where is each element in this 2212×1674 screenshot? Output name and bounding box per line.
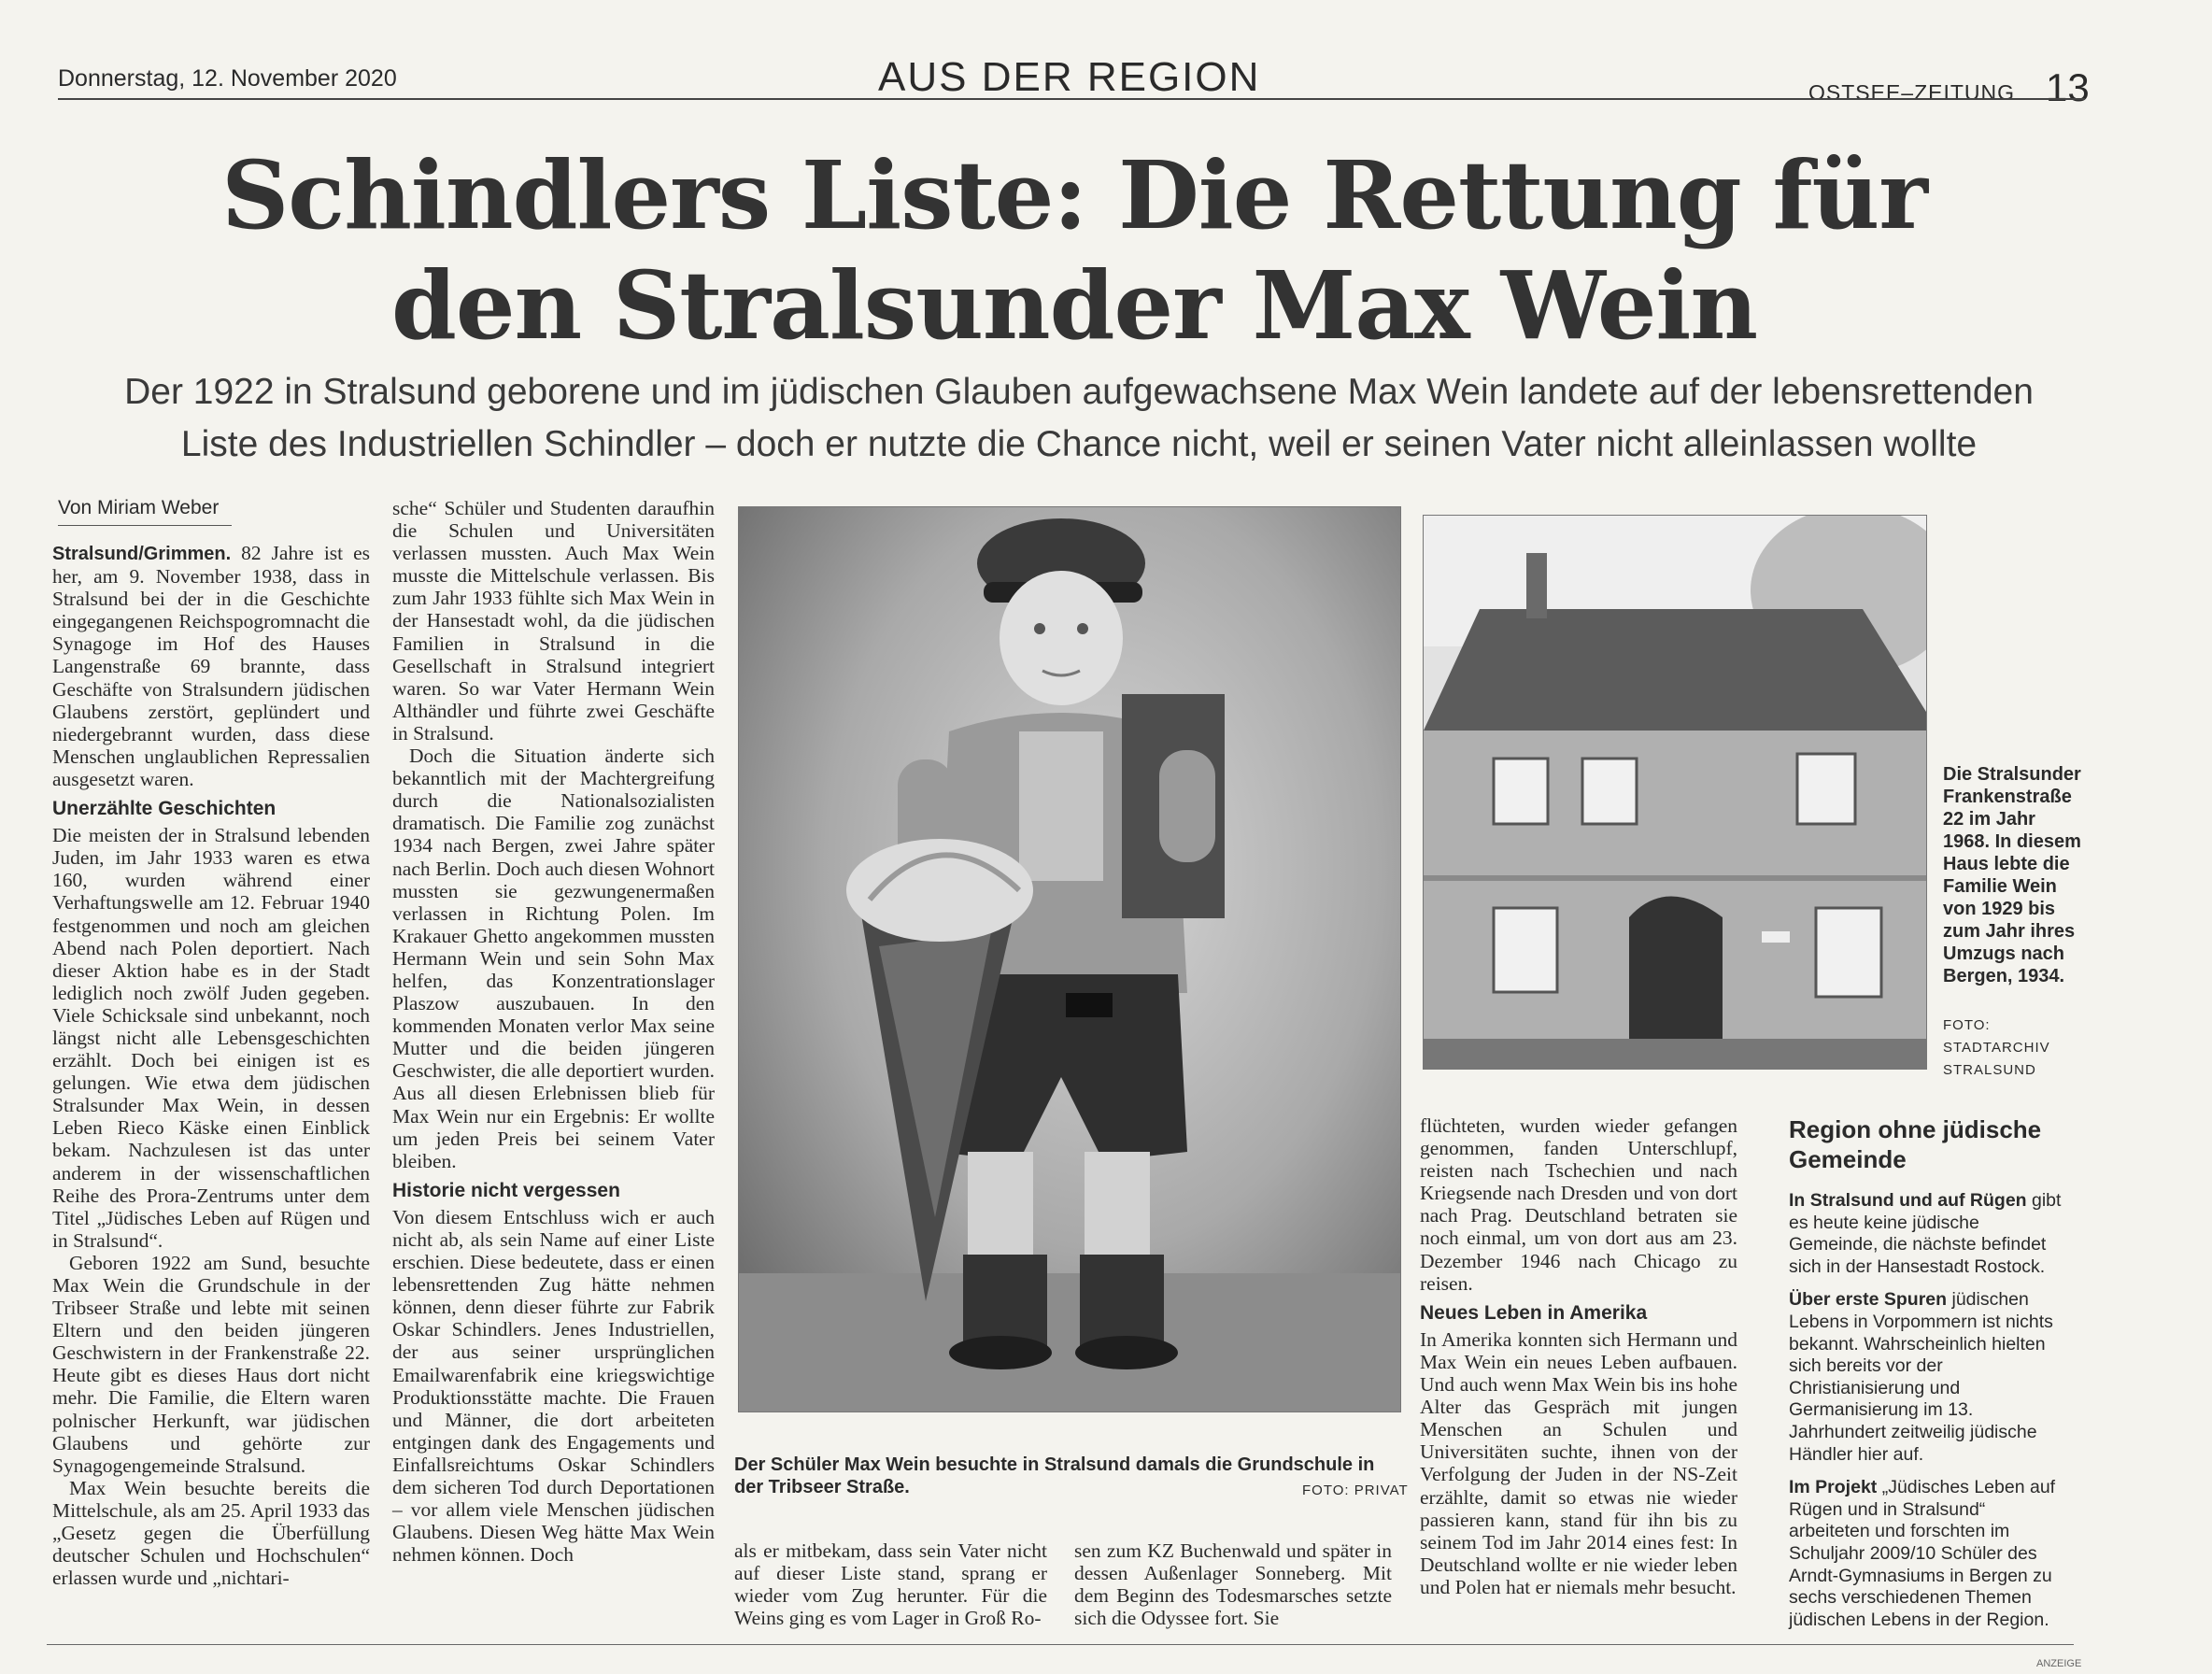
article-column-3a <box>734 1539 1047 1629</box>
sidebar-title: Region ohne jüdische Gemeinde <box>1789 1115 2042 1173</box>
paragraph: Von diesem Entschluss wich er auch nicht ab, als sein Name auf einer Liste erschien. Diese bedeutete, dass er einen lebensrettenden Zug hätte nehmen können, denn dieser führte zur Fabrik Oskar Schindlers. Jenes Industriellen, der aus seiner ursprünglichen Emailwarenfabrik eine kriegswichtige Produktionsstätte machte. Die Frauen und Männer, die dort arbeiteten entgingen dank des Engagements und Einfallsreichtums Oskar Schindlers dem sicheren Tod durch Deportationen – vor allem viele Menschen jüdischen Glaubens. Diesen Weg hätte Max Wein nehmen können. Doch <box>392 1205 715 1567</box>
subheadline-line-1: Der 1922 in Stralsund geborene und im jüdischen Glauben aufgewachsene Max Wein landete auf der lebensrettenden <box>124 372 2034 412</box>
advertisement-label: ANZEIGE <box>2036 1658 2082 1669</box>
photo-max-wein-schoolboy <box>738 506 1401 1412</box>
photo-caption: Der Schüler Max Wein besuchte in Stralsund damals die Grundschule in der Tribseer Straße. <box>734 1454 1375 1497</box>
photo-caption: Die Stralsunder Frankenstraße 22 im Jahr 1968. In diesem Haus lebte die Familie Wein von 1929 bis zum Jahr ihres Umzugs nach Bergen, 1934. <box>1943 764 2081 986</box>
subheading: Neues Leben in Amerika <box>1420 1301 1648 1324</box>
newspaper-name: OSTSEE–ZEITUNG <box>1808 80 2016 105</box>
paragraph: In Amerika konnten sich Hermann und Max Wein ein neues Leben aufbauen. Und auch wenn Max Wein bis ins hohe Alter das Gespräch mit jungen Menschen an Schulen und Universitäten suchte, ihnen von der Verfolgung der Juden in der NS-Zeit erzählte, damit so etwas nie wieder passieren kann, stand für ihn bis zu seinem Tod im Jahr 2014 eines fest: In Deutschland wollte er nie wieder leben und Polen hat er niemals mehr besucht. <box>1420 1327 1737 1598</box>
headline-line-1: Schindlers Liste: Die Rettung für <box>221 140 1927 250</box>
sidebar-paragraph <box>1789 1477 2064 1631</box>
article-column-1 <box>52 542 370 1589</box>
sidebar-lead: Über erste Spuren <box>1789 1289 1948 1311</box>
sidebar-lead: Im Projekt <box>1789 1477 1878 1498</box>
photo-illustration <box>739 507 1400 1412</box>
dateline: Stralsund/Grimmen. <box>52 544 232 564</box>
sidebar-text: gibt es heute keine jüdische Gemeinde, die nächste befindet sich in der Hansestadt Rostock. <box>1789 1190 2062 1277</box>
headline <box>93 140 2055 361</box>
subheading: Historie nicht vergessen <box>392 1179 620 1201</box>
article-column-3b <box>1074 1539 1392 1629</box>
issue-date: Donnerstag, 12. November 2020 <box>58 65 397 92</box>
sidebar-paragraph <box>1789 1289 2064 1466</box>
photo-credit: FOTO: STADTARCHIV STRALSUND <box>1943 1017 2050 1078</box>
article-column-4 <box>1420 1114 1737 1598</box>
subheading: Unerzählte Geschichten <box>52 798 276 820</box>
paragraph: Die meisten der in Stralsund lebenden Juden, im Jahr 1933 waren es etwa 160, wurden während einer Verhaftungswelle am 12. Februar 1940 festgenommen und noch am gleichen Abend nach Polen deportiert. Nach dieser Aktion habe es in der Stadt lediglich noch zwölf Juden gegeben. Viele Schicksale sind unbekannt, noch längst nicht alle Lebensgeschichten erzählt. Doch bei einigen ist es gelungen. Wie etwa dem jüdischen Stralsunder Max Wein, in dessen Leben Rieco Käske einen Einblick bekam. Nachzulesen ist das unter anderem in der wissenschaftlichen Reihe des Prora-Zentrums unter dem Titel „Jüdisches Leben auf Rügen und in Stralsund“. <box>52 824 370 1252</box>
paragraph: flüchteten, wurden wieder gefangen genommen, fanden Unterschlupf, reisten nach Tschechien und nach Kriegsende nach Dresden und von dort nach Prag. Deutschland betraten sie noch einmal, um von dort aus am 23. Dezember 1946 nach Chicago zu reisen. <box>1420 1114 1737 1295</box>
paragraph: sche“ Schüler und Studenten daraufhin die Schulen und Universitäten verlassen mussten. Auch Max Wein musste die Mittelschule verlassen. Bis zum Jahr 1933 fühlte sich Max Wein in der Hansestadt wohl, da die jüdischen Familien in Stralsund in die Gesellschaft in Stralsund integriert waren. So war Vater Hermann Wein Althändler und führte zwei Geschäfte in Stralsund. <box>392 497 715 745</box>
headline-line-2: den Stralsunder Max Wein <box>390 250 1758 361</box>
paragraph: Geboren 1922 am Sund, besuchte Max Wein die Grundschule in der Tribseer Straße und lebte mit seinen Eltern und den beiden jüngeren Geschwistern in der Frankenstraße 22. Heute gibt es dieses Haus dort nicht mehr. Die Familie, die Eltern waren polnischer Herkunft, war jüdischen Glaubens und gehörte zur Synagogengemeinde Stralsund. <box>52 1251 370 1477</box>
sidebar-body <box>1789 1190 2064 1642</box>
byline: Von Miriam Weber <box>58 497 232 526</box>
article-column-2 <box>392 497 715 1566</box>
subheadline-line-2: Liste des Industriellen Schindler – doch er nutzte die Chance nicht, weil er seinen Vater nicht alleinlassen wollte <box>180 424 1978 464</box>
page-number: 13 <box>2046 65 2090 109</box>
section-title: AUS DER REGION <box>878 54 1261 100</box>
sidebar-text: „Jüdisches Leben auf Rügen und in Stralsund“ arbeiteten und forschten im Schuljahr 2009/10 Schüler des Arndt-Gymnasiums in Bergen zu sechs verschiedenen Themen jüdischen Lebens in der Region. <box>1789 1477 2056 1630</box>
sidebar-paragraph <box>1789 1190 2064 1278</box>
photo-credit: FOTO: PRIVAT <box>1302 1482 1409 1498</box>
paragraph-text: 82 Jahre ist es her, am 9. November 1938, dass in Stralsund bei der in die Geschichte eingegangenen Reichspogromnacht die Synagoge im Hof des Hauses Langenstraße 69 brannte, dass Geschäfte von Stralsundern jüdischen Glaubens zerstört, geplündert und niedergebrannt wurden, dass diese Menschen unglaublichen Repressalien ausgesetzt waren. <box>52 542 370 790</box>
footer-rule <box>47 1644 2074 1645</box>
paragraph: Max Wein besuchte bereits die Mittelschule, als am 25. April 1933 das „Gesetz gegen die Überfüllung deutscher Schulen und Hochschulen“ erlassen wurde und „nichtari- <box>52 1476 370 1590</box>
sidebar-text: jüdischen Lebens in Vorpommern ist nichts bekannt. Wahrscheinlich hielten sich bereits vor der Christianisierung und Germanisierung im 13. Jahrhundert zeitweilig jüdische Händler hier auf. <box>1789 1289 2053 1465</box>
paragraph: Doch die Situation änderte sich bekanntlich mit der Machtergreifung durch die Nationalsozialisten dramatisch. Die Familie zog zunächst 1934 nach Bergen, zwei Jahre später nach Berlin. Doch auch diesen Wohnort mussten sie gezwungenermaßen verlassen in Richtung Polen. Im Krakauer Ghetto angekommen mussten Hermann Wein und sein Sohn Max helfen, das Konzentrationslager Plaszow auszubauen. In den kommenden Monaten verlor Max seine Mutter und die beiden jüngeren Geschwister, die alle deportiert wurden. Aus all diesen Erlebnissen blieb für Max Wein nur ein Ergebnis: Er wollte um jeden Preis bei seinem Vater bleiben. <box>392 745 715 1172</box>
photo-illustration <box>1424 516 1926 1069</box>
header-rule <box>58 98 2085 100</box>
paragraph: sen zum KZ Buchenwald und später in dessen Außenlager Sonneberg. Mit dem Beginn des Todesmarsches setzte sich die Odyssee fort. Sie <box>1074 1539 1392 1630</box>
paragraph <box>52 542 370 790</box>
subheadline <box>75 366 2083 471</box>
photo-frankenstrasse-house <box>1423 515 1927 1070</box>
sidebar-lead: In Stralsund und auf Rügen <box>1789 1190 2027 1211</box>
paragraph: als er mitbekam, dass sein Vater nicht auf dieser Liste stand, sprang er wieder vom Zug herunter. Für die Weins ging es vom Lager in Groß Ro- <box>734 1539 1047 1630</box>
